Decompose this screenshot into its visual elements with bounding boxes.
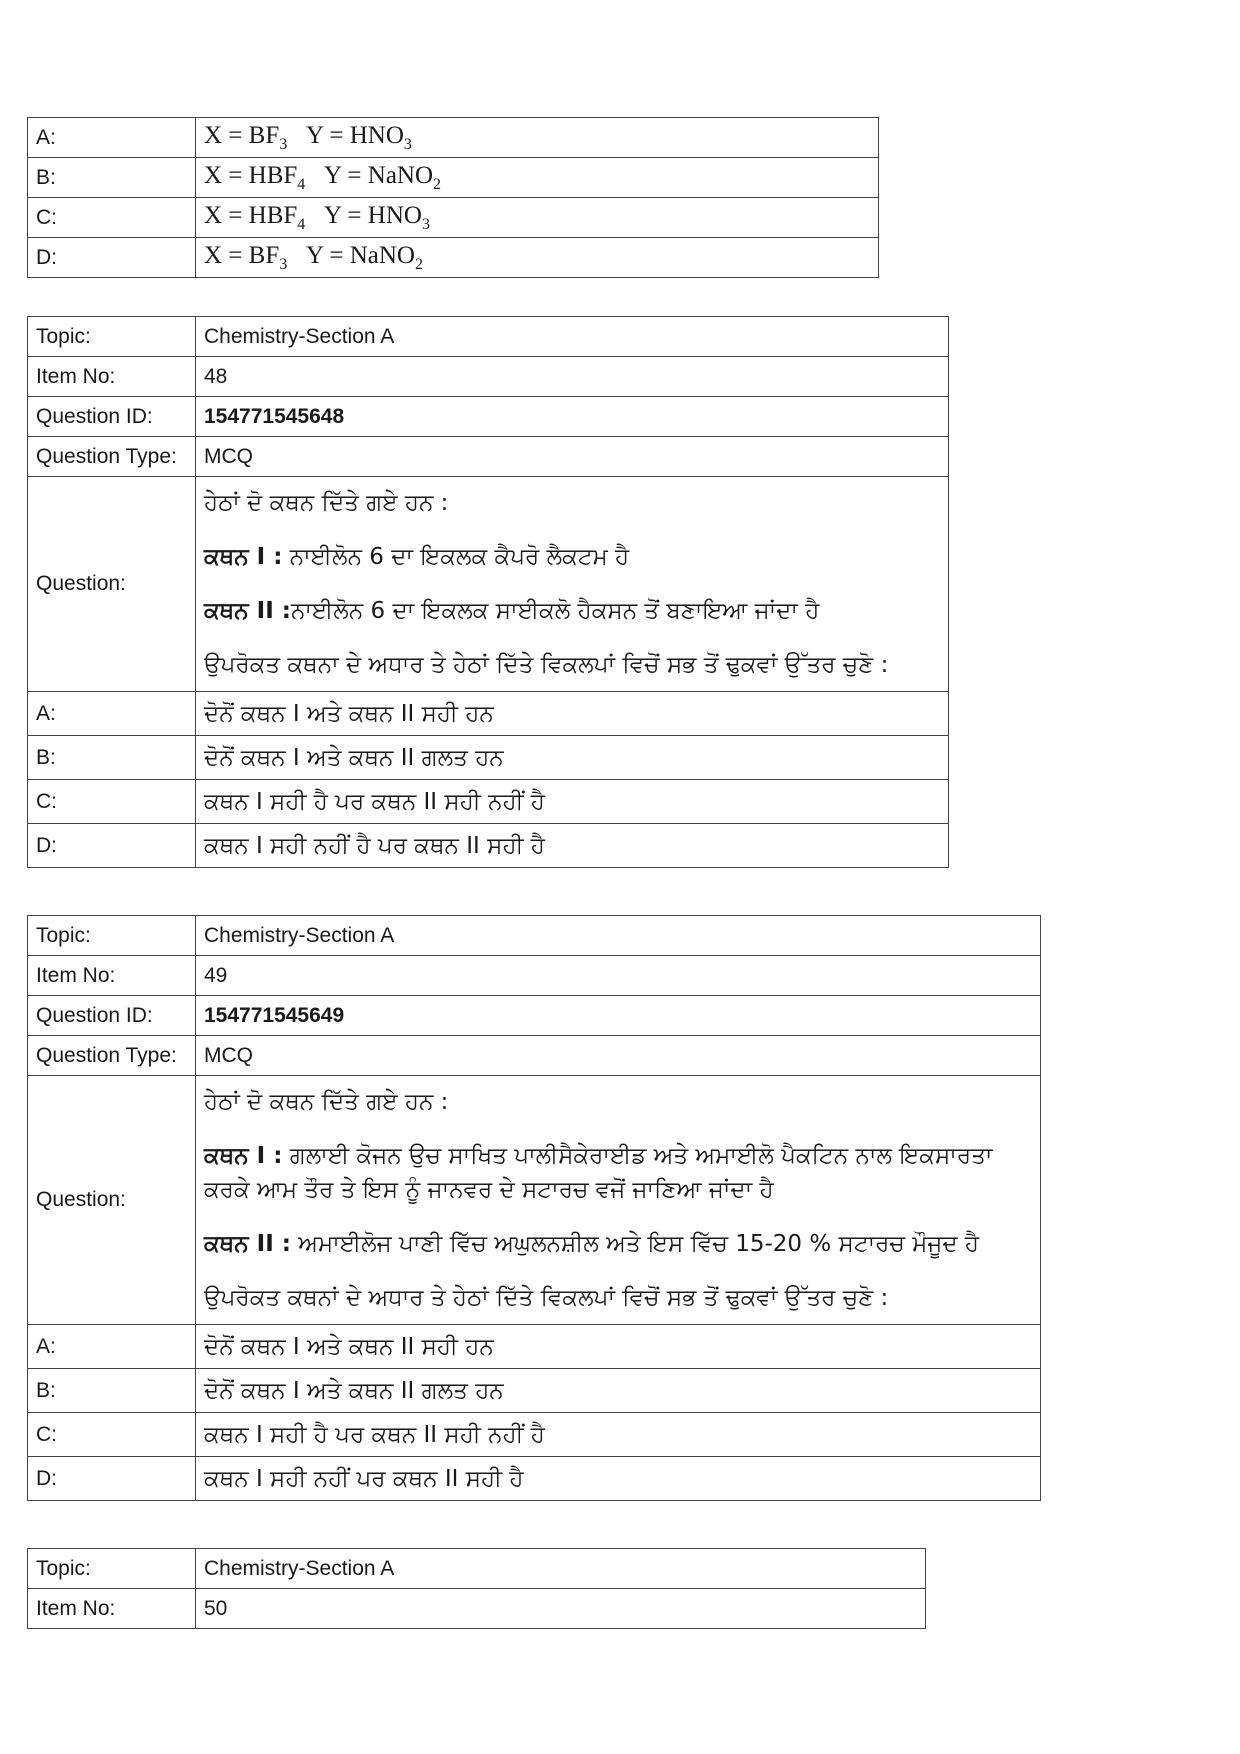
option-row — [28, 238, 879, 278]
option-formula: $X = HBF_4$ $Y = HNO_3$ — [196, 198, 879, 238]
item-row — [28, 956, 1041, 996]
topic-label: Topic: — [28, 916, 196, 956]
option-formula: $X = BF_3$ Y = NaNO$_2$ — [196, 238, 879, 278]
option-text: ਕਥਨ I ਸਹੀ ਨਹੀਂ ਪਰ ਕਥਨ II ਸਹੀ ਹੈ — [196, 1457, 1041, 1501]
question-type-row — [28, 437, 949, 477]
question-type-label: Question Type: — [28, 437, 196, 477]
option-formula: $X = HBF_4$ Y = NaNO$_2$ — [196, 158, 879, 198]
option-label: D: — [28, 824, 196, 868]
question-row — [28, 477, 949, 692]
option-label: D: — [28, 1457, 196, 1501]
item-row — [28, 357, 949, 397]
question-type-label: Question Type: — [28, 1036, 196, 1076]
question-prompt: ਉਪਰੋਕਤ ਕਥਨਾਂ ਦੇ ਅਧਾਰ ਤੇ ਹੇਠਾਂ ਦਿੱਤੇ ਵਿਕਲਪਾਂ ਵਿਚੋਂ ਸਭ ਤੋਂ ਢੁਕਵਾਂ ਉੱਤਰ ਚੁਣੋ : — [204, 1285, 889, 1311]
question-id-row — [28, 996, 1041, 1036]
question-intro: ਹੇਠਾਂ ਦੋ ਕਥਨ ਦਿੱਤੇ ਗਏ ਹਨ : — [204, 1089, 449, 1115]
question-intro: ਹੇਠਾਂ ਦੋ ਕਥਨ ਦਿੱਤੇ ਗਏ ਹਨ : — [204, 490, 449, 516]
option-label: A: — [28, 1325, 196, 1369]
question-id-row — [28, 397, 949, 437]
option-text: ਕਥਨ I ਸਹੀ ਹੈ ਪਰ ਕਥਨ II ਸਹੀ ਨਹੀਂ ਹੈ — [196, 1413, 1041, 1457]
option-row — [28, 1369, 1041, 1413]
option-row — [28, 692, 949, 736]
question-type-value: MCQ — [196, 437, 949, 477]
topic-value: Chemistry-Section A — [196, 1549, 926, 1589]
statement-1: ਕਥਨ I : ਨਾਈਲੋਨ 6 ਦਾ ਇਕਲਕ ਕੈਪਰੋ ਲੈਕਟਮ ਹੈ — [204, 544, 630, 570]
option-label: B: — [28, 736, 196, 780]
option-text: ਕਥਨ I ਸਹੀ ਨਹੀਂ ਹੈ ਪਰ ਕਥਨ II ਸਹੀ ਹੈ — [196, 824, 949, 868]
option-formula: $X = BF_3$ $Y = HNO_3$ — [196, 118, 879, 158]
option-label: C: — [28, 198, 196, 238]
question-id-value: 154771545649 — [196, 996, 1041, 1036]
option-label: C: — [28, 780, 196, 824]
topic-value: Chemistry-Section A — [196, 317, 949, 357]
option-text: ਦੋਨੋਂ ਕਥਨ I ਅਤੇ ਕਥਨ II ਸਹੀ ਹਨ — [196, 1325, 1041, 1369]
question-label: Question: — [28, 1076, 196, 1325]
option-label: D: — [28, 238, 196, 278]
item-value: 49 — [196, 956, 1041, 996]
prev-question-options-table — [27, 117, 879, 278]
topic-row — [28, 1549, 926, 1589]
option-row — [28, 118, 879, 158]
topic-row — [28, 317, 949, 357]
option-text: ਕਥਨ I ਸਹੀ ਹੈ ਪਰ ਕਥਨ II ਸਹੀ ਨਹੀਂ ਹੈ — [196, 780, 949, 824]
item-value: 48 — [196, 357, 949, 397]
question-id-label: Question ID: — [28, 996, 196, 1036]
item-label: Item No: — [28, 357, 196, 397]
statement-2: ਕਥਨ II :ਨਾਈਲੋਨ 6 ਦਾ ਇਕਲਕ ਸਾਈਕਲੋ ਹੈਕਸਨ ਤੋਂ ਬਣਾਇਆ ਜਾਂਦਾ ਹੈ — [204, 598, 820, 624]
question-table-50 — [27, 1548, 926, 1629]
option-row — [28, 780, 949, 824]
topic-value: Chemistry-Section A — [196, 916, 1041, 956]
option-label: B: — [28, 158, 196, 198]
item-value: 50 — [196, 1589, 926, 1629]
question-row — [28, 1076, 1041, 1325]
item-row — [28, 1589, 926, 1629]
option-row — [28, 1457, 1041, 1501]
option-row — [28, 1325, 1041, 1369]
option-label: C: — [28, 1413, 196, 1457]
item-label: Item No: — [28, 956, 196, 996]
question-id-label: Question ID: — [28, 397, 196, 437]
option-row — [28, 824, 949, 868]
option-text: ਦੋਨੋਂ ਕਥਨ I ਅਤੇ ਕਥਨ II ਸਹੀ ਹਨ — [196, 692, 949, 736]
option-label: A: — [28, 118, 196, 158]
question-body — [196, 1076, 1041, 1325]
question-type-row — [28, 1036, 1041, 1076]
question-table-48 — [27, 316, 949, 868]
option-text: ਦੋਨੋਂ ਕਥਨ I ਅਤੇ ਕਥਨ II ਗਲਤ ਹਨ — [196, 736, 949, 780]
question-id-value: 154771545648 — [196, 397, 949, 437]
option-label: B: — [28, 1369, 196, 1413]
item-label: Item No: — [28, 1589, 196, 1629]
topic-label: Topic: — [28, 1549, 196, 1589]
statement-2: ਕਥਨ II : ਅਮਾਈਲੋਜ ਪਾਣੀ ਵਿੱਚ ਅਘੁਲਨਸ਼ੀਲ ਅਤੇ ਇਸ ਵਿੱਚ 15-20 % ਸਟਾਰਚ ਮੌਜੂਦ ਹੈ — [204, 1231, 980, 1257]
question-body — [196, 477, 949, 692]
question-label: Question: — [28, 477, 196, 692]
option-row — [28, 736, 949, 780]
option-text: ਦੋਨੋਂ ਕਥਨ I ਅਤੇ ਕਥਨ II ਗਲਤ ਹਨ — [196, 1369, 1041, 1413]
question-prompt: ਉਪਰੋਕਤ ਕਥਨਾ ਦੇ ਅਧਾਰ ਤੇ ਹੇਠਾਂ ਦਿੱਤੇ ਵਿਕਲਪਾਂ ਵਿਚੋਂ ਸਭ ਤੋਂ ਢੁਕਵਾਂ ਉੱਤਰ ਚੁਣੋ : — [204, 652, 889, 678]
option-row — [28, 1413, 1041, 1457]
topic-label: Topic: — [28, 317, 196, 357]
option-label: A: — [28, 692, 196, 736]
topic-row — [28, 916, 1041, 956]
question-table-49 — [27, 915, 1041, 1501]
option-row — [28, 158, 879, 198]
option-row — [28, 198, 879, 238]
statement-1: ਕਥਨ I : ਗਲਾਈ ਕੋਜਨ ਉਚ ਸਾਖਿਤ ਪਾਲੀਸੈਕੇਰਾਈਡ ਅਤੇ ਅਮਾਈਲੋ ਪੈਕਟਿਨ ਨਾਲ ਇਕਸਾਰਤਾ ਕਰਕੇ ਆਮ ਤੌਰ ਤੇ ਇਸ ਨੂੰ ਜਾਨਵਰ ਦੇ ਸਟਾਰਚ ਵਜੋਂ ਜਾਣਿਆ ਜਾਂਦਾ ਹੈ — [204, 1143, 993, 1203]
question-type-value: MCQ — [196, 1036, 1041, 1076]
